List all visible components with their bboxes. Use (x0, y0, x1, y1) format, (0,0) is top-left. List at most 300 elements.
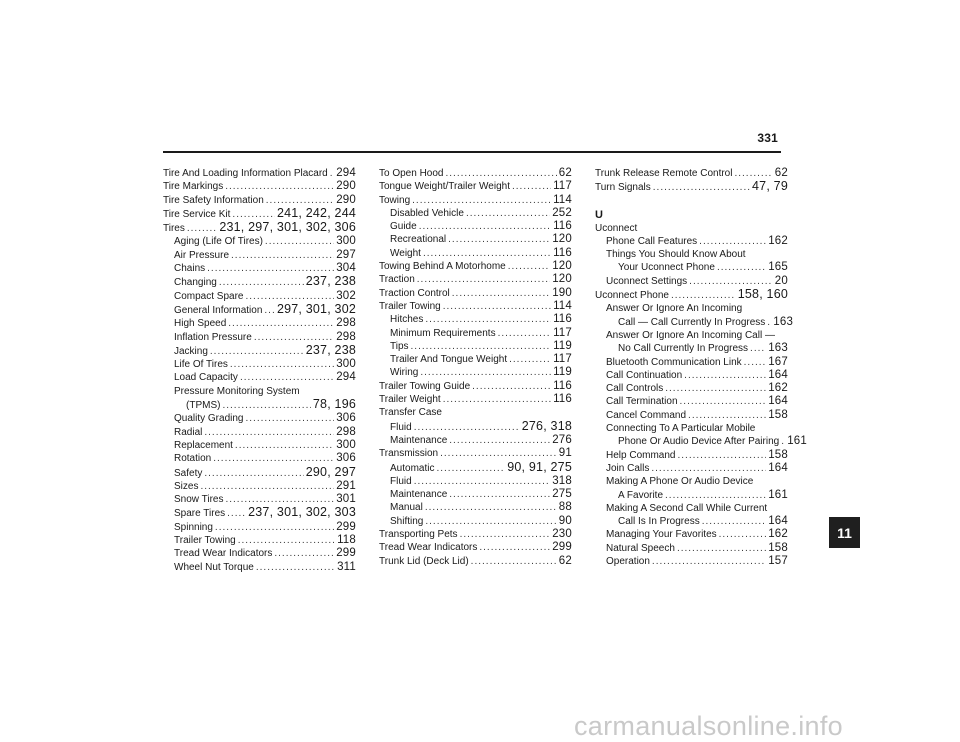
index-entry-pages[interactable]: 275 (552, 488, 572, 501)
dot-leader (452, 287, 550, 300)
chapter-tab[interactable]: 11 (829, 517, 860, 548)
index-entry-heading: Pressure Monitoring System (174, 385, 300, 397)
index-entry[interactable] (379, 380, 572, 393)
index-entry-term: Shifting (390, 515, 424, 527)
index-entry-pages[interactable]: 116 (553, 393, 572, 406)
index-entry-pages[interactable]: 117 (553, 326, 572, 339)
index-entry[interactable] (379, 366, 572, 379)
index-entry-pages[interactable]: 165 (768, 261, 788, 274)
dot-leader (466, 207, 550, 220)
index-entry-term: Tread Wear Indicators (379, 542, 478, 554)
index-entry-term: Bluetooth Communication Link (606, 356, 742, 368)
index-entry-heading: Answer Or Ignore An Incoming (606, 303, 743, 315)
dot-leader (204, 467, 303, 480)
index-entry-pages[interactable]: 164 (768, 395, 788, 408)
index-entry[interactable] (595, 409, 788, 422)
index-entry-term: Transporting Pets (379, 529, 458, 541)
dot-leader (750, 342, 766, 355)
index-entry[interactable] (595, 449, 788, 462)
index-entry[interactable] (379, 220, 572, 233)
index-entry-term: Chains (174, 263, 206, 275)
index-entry[interactable] (379, 420, 572, 434)
index-entry-pages[interactable]: 231, 297, 301, 302, 306 (219, 220, 356, 235)
index-entry-term: Inflation Pressure (174, 331, 252, 343)
index-entry-term: Join Calls (606, 462, 650, 474)
index-entry[interactable] (379, 447, 572, 460)
index-entry[interactable] (379, 340, 572, 353)
index-entry-heading: Making A Second Call While Current (606, 502, 768, 514)
index-entry-term: Uconnect Phone (595, 290, 669, 302)
index-entry-term: Operation (606, 556, 650, 568)
index-entry[interactable] (379, 260, 572, 273)
index-entry[interactable] (379, 327, 572, 340)
index-entry-term: Tread Wear Indicators (174, 548, 273, 560)
index-entry[interactable] (163, 207, 356, 221)
index-entry-term: Maintenance (390, 434, 448, 446)
dot-leader (734, 167, 772, 180)
index-entry-pages[interactable]: 158, 160 (737, 287, 788, 302)
index-entry-pages[interactable]: 114 (553, 299, 572, 312)
index-entry-heading: Things You Should Know About (606, 249, 746, 261)
index-entry-pages[interactable]: 120 (552, 260, 572, 273)
index-entry-term: Traction Control (379, 287, 450, 299)
index-entry-pages[interactable]: 299 (336, 520, 356, 533)
index-entry[interactable] (379, 194, 572, 207)
index-entry-term: Trailer Weight (379, 394, 441, 406)
page-number: 331 (757, 131, 778, 145)
index-entry-pages[interactable]: 47, 79 (752, 179, 788, 194)
index-entry-term: General Information (174, 304, 263, 316)
index-entry[interactable] (379, 475, 572, 488)
index-entry[interactable] (595, 180, 788, 194)
index-entry[interactable] (163, 358, 356, 371)
index-entry-term: Trunk Release Remote Control (595, 168, 733, 179)
index-entry-pages[interactable]: 91 (558, 447, 572, 460)
index-entry-pages[interactable]: 294 (336, 371, 356, 384)
dot-leader (652, 555, 766, 568)
index-entry-pages[interactable]: 300 (336, 358, 356, 371)
index-entry-term: Phone Or Audio Device After Pairing (618, 436, 780, 448)
dot-leader (443, 300, 551, 313)
index-entry[interactable] (595, 395, 788, 408)
index-entry[interactable] (163, 466, 356, 480)
dot-leader (240, 371, 334, 384)
index-entry-term: Maintenance (390, 489, 448, 501)
index-entry-heading: Connecting To A Particular Mobile (606, 423, 756, 435)
index-entry-term: Replacement (174, 439, 233, 451)
index-entry-pages[interactable]: 297, 301, 302 (276, 301, 356, 316)
index-entry-heading: Transfer Case (379, 407, 442, 419)
index-column-2 (379, 167, 572, 568)
index-entry[interactable] (595, 356, 788, 369)
dot-leader (225, 180, 334, 193)
index-entry[interactable] (595, 435, 807, 448)
index-entry-pages[interactable]: 116 (553, 220, 572, 233)
dot-leader (425, 515, 556, 528)
index-entry-pages[interactable]: 318 (552, 474, 572, 487)
index-entry-pages[interactable]: 306 (336, 452, 356, 465)
index-entry[interactable] (379, 313, 572, 326)
index-entry[interactable] (379, 287, 572, 300)
index-entry[interactable] (379, 461, 572, 475)
index-column-1 (163, 167, 356, 574)
dot-leader (264, 304, 275, 317)
index-entry[interactable] (595, 462, 788, 475)
index-entry-pages[interactable]: 237, 238 (305, 274, 356, 289)
index-entry-pages[interactable]: 300 (336, 438, 356, 451)
index-entry-pages[interactable]: 290 (336, 180, 356, 193)
index-entry-pages[interactable]: 117 (553, 180, 572, 193)
dot-leader (665, 489, 766, 502)
dot-leader (274, 547, 334, 560)
index-entry[interactable] (163, 426, 356, 439)
index-entry[interactable] (379, 300, 572, 313)
index-entry-term: Trailer Towing Guide (379, 380, 471, 392)
index-entry-term: Wiring (390, 367, 419, 379)
dot-leader (228, 317, 334, 330)
index-entry[interactable] (379, 247, 572, 260)
index-entry-pages[interactable]: 161 (787, 435, 807, 448)
index-entry-pages[interactable]: 162 (768, 234, 788, 247)
index-entry-pages[interactable]: 116 (553, 246, 572, 259)
dot-leader (231, 249, 334, 262)
index-entry-term: No Call Currently In Progress (618, 343, 749, 355)
index-entry-term: Safety (174, 467, 203, 479)
dot-leader (215, 521, 334, 534)
index-entry-pages[interactable]: 291 (336, 479, 356, 492)
dot-leader (425, 313, 551, 326)
index-entry[interactable] (163, 235, 356, 248)
dot-leader (671, 289, 736, 302)
index-entry-heading: Making A Phone Or Audio Device (606, 476, 754, 488)
dot-leader (781, 435, 785, 448)
index-entry[interactable] (163, 167, 356, 180)
index-entry-term: Wheel Nut Torque (174, 561, 254, 573)
index-entry-pages[interactable]: 62 (774, 167, 788, 179)
dot-leader (200, 480, 334, 493)
index-entry[interactable] (595, 235, 788, 248)
index-entry-pages[interactable]: 241, 242, 244 (276, 205, 356, 220)
index-entry-pages[interactable]: 116 (553, 379, 572, 392)
index-entry-term: Managing Your Favorites (606, 529, 717, 541)
dot-leader (498, 327, 551, 340)
index-entry-term: Call Controls (606, 383, 664, 395)
index-entry[interactable] (163, 371, 356, 384)
dot-leader (449, 488, 550, 501)
dot-leader (222, 399, 310, 412)
dot-leader (204, 426, 334, 439)
index-entry-pages[interactable]: 120 (552, 233, 572, 246)
dot-leader (702, 515, 767, 528)
index-entry-pages[interactable]: 62 (558, 167, 572, 179)
dot-leader (423, 247, 551, 260)
index-entry-pages[interactable]: 237, 238 (305, 342, 356, 357)
index-entry[interactable] (163, 194, 356, 207)
index-entry[interactable] (595, 275, 788, 288)
dot-leader (460, 528, 551, 541)
index-entry-pages[interactable]: 90 (558, 514, 572, 527)
dot-leader (717, 261, 766, 274)
index-entry-pages[interactable]: 298 (336, 330, 356, 343)
watermark: carmanualsonline.info (574, 711, 843, 741)
index-entry-term: Call Is In Progress (618, 516, 700, 528)
dot-leader (653, 181, 750, 194)
index-entry[interactable] (163, 452, 356, 465)
index-entry-term: Air Pressure (174, 249, 230, 261)
dot-leader (651, 462, 766, 475)
index-entry[interactable] (163, 521, 356, 534)
index-entry-term: Help Command (606, 449, 676, 461)
index-entry-heading: Uconnect (595, 222, 638, 234)
dot-leader (448, 233, 550, 246)
index-entry-term: Phone Call Features (606, 235, 698, 247)
dot-leader (330, 167, 334, 180)
dot-leader (479, 541, 550, 554)
index-entry-term: Minimum Requirements (390, 327, 496, 339)
index-entry[interactable] (163, 412, 356, 425)
index-entry[interactable] (595, 288, 788, 302)
index-entry-pages[interactable]: 114 (553, 193, 572, 206)
index-entry-pages[interactable]: 62 (558, 554, 572, 567)
index-entry-term: Jacking (174, 345, 208, 357)
index-entry[interactable] (379, 233, 572, 246)
index-entry[interactable] (595, 555, 788, 568)
index-entry-term: Tips (390, 340, 409, 352)
index-entry[interactable] (595, 167, 788, 180)
dot-leader (419, 220, 551, 233)
index-entry-term: High Speed (174, 318, 227, 330)
dot-leader (230, 358, 334, 371)
dot-leader (508, 260, 550, 273)
index-entry-pages[interactable]: 164 (768, 515, 788, 528)
index-entry[interactable] (379, 273, 572, 286)
index-entry-term: Radial (174, 426, 203, 438)
index-entry-term: Compact Spare (174, 290, 244, 302)
index-entry[interactable] (379, 528, 572, 541)
index-entry[interactable] (379, 207, 572, 220)
index-entry-term: Your Uconnect Phone (618, 262, 715, 274)
index-entry-pages[interactable]: 230 (552, 528, 572, 541)
index-entry[interactable] (163, 547, 356, 560)
index-entry[interactable] (595, 528, 788, 541)
index-entry[interactable] (595, 542, 788, 555)
dot-leader (414, 421, 520, 434)
index-entry[interactable] (163, 561, 356, 574)
index-entry[interactable] (379, 434, 572, 447)
index-entry-pages[interactable]: 276 (552, 433, 572, 446)
index-entry-pages[interactable]: 88 (558, 501, 572, 514)
index-entry-term: Tire Service Kit (163, 208, 231, 220)
index-entry-term: Uconnect Settings (606, 275, 688, 287)
index-entry[interactable] (595, 369, 788, 382)
index-entry-pages[interactable]: 163 (773, 315, 794, 328)
index-entry-pages[interactable]: 164 (768, 368, 788, 381)
index-entry-term: Trailer And Tongue Weight (390, 354, 508, 366)
index-entry-term: Call Continuation (606, 369, 683, 381)
dot-leader (245, 290, 334, 303)
index-entry-pages[interactable]: 276, 318 (521, 418, 572, 433)
index-entry-term: Life Of Tires (174, 359, 228, 371)
index-entry[interactable] (163, 317, 356, 330)
index-entry-pages[interactable]: 116 (553, 313, 572, 326)
dot-leader (440, 447, 557, 460)
index-entry-pages[interactable]: 190 (552, 286, 572, 299)
dot-leader (471, 555, 557, 568)
index-entry-pages[interactable]: 167 (768, 355, 788, 368)
dot-leader (414, 475, 551, 488)
index-entry[interactable] (379, 393, 572, 406)
index-entry[interactable] (163, 480, 356, 493)
dot-leader (512, 180, 551, 193)
index-entry-term: Weight (390, 247, 421, 259)
dot-leader (207, 262, 334, 275)
index-entry-term: Towing Behind A Motorhome (379, 261, 506, 273)
index-entry-pages[interactable]: 237, 301, 302, 303 (248, 505, 356, 520)
dot-leader (254, 331, 334, 344)
index-entry-term: Hitches (390, 314, 424, 326)
index-entry[interactable] (595, 342, 788, 355)
index-entry[interactable] (163, 275, 356, 289)
index-entry-term: Automatic (390, 462, 435, 474)
dot-leader (665, 382, 766, 395)
index-entry[interactable] (163, 506, 356, 520)
dot-leader (449, 434, 550, 447)
index-entry-term: Call Termination (606, 396, 678, 408)
dot-leader (266, 194, 334, 207)
index-entry-pages[interactable]: 294 (336, 167, 356, 179)
index-entry[interactable] (595, 515, 788, 528)
index-entry-term: To Open Hood (379, 168, 444, 179)
index-entry[interactable] (379, 488, 572, 501)
index-entry[interactable] (163, 398, 356, 412)
index-entry-term: Turn Signals (595, 182, 651, 194)
index-entry-pages[interactable]: 120 (552, 273, 572, 286)
index-entry[interactable] (379, 555, 572, 568)
index-entry-pages[interactable]: 157 (768, 555, 788, 568)
index-entry[interactable] (163, 221, 356, 235)
index-entry-term: Manual (390, 502, 423, 514)
index-entry[interactable] (163, 493, 356, 506)
index-entry-pages[interactable]: 302 (336, 289, 356, 302)
dot-leader (744, 356, 767, 369)
index-entry-pages[interactable]: 299 (552, 541, 572, 554)
index-entry-pages[interactable]: 162 (768, 528, 788, 541)
index-entry-term: Tongue Weight/Trailer Weight (379, 181, 510, 193)
dot-leader (417, 273, 550, 286)
index-entry-pages[interactable]: 158 (768, 408, 788, 421)
index-entry-pages[interactable]: 90, 91, 275 (507, 459, 572, 474)
dot-leader (225, 493, 334, 506)
index-entry-pages[interactable]: 158 (768, 541, 788, 554)
dot-leader (235, 439, 334, 452)
dot-leader (210, 345, 304, 358)
index-entry[interactable] (163, 439, 356, 452)
index-entry-pages[interactable]: 119 (553, 366, 572, 379)
index-entry-pages[interactable]: 119 (553, 339, 572, 352)
index-entry-term: (TPMS) (186, 400, 221, 412)
index-entry[interactable] (163, 249, 356, 262)
index-entry[interactable] (163, 180, 356, 193)
index-entry-pages[interactable]: 297 (336, 248, 356, 261)
dot-leader (446, 167, 557, 180)
index-entry[interactable] (595, 261, 788, 274)
index-entry-term: Changing (174, 277, 217, 289)
index-entry-term: Tire Safety Information (163, 194, 264, 206)
index-entry-term: Tire And Loading Information Placard (163, 168, 328, 179)
index-entry-pages[interactable]: 301 (336, 493, 356, 506)
index-entry[interactable] (595, 315, 794, 329)
index-entry-term: Tires (163, 223, 185, 235)
index-entry-term: Quality Grading (174, 413, 244, 425)
index-entry-pages[interactable]: 298 (336, 317, 356, 330)
dot-leader (411, 340, 552, 353)
dot-leader (238, 534, 335, 547)
index-entry-term: Trailer Towing (174, 535, 236, 547)
index-entry-pages[interactable]: 304 (336, 262, 356, 275)
index-entry-term: Traction (379, 274, 415, 286)
index-entry-pages[interactable]: 162 (768, 382, 788, 395)
index-entry-pages[interactable]: 298 (336, 425, 356, 438)
index-entry-pages[interactable]: 290 (336, 193, 356, 206)
index-entry-pages[interactable]: 118 (337, 534, 356, 547)
index-entry-term: Call — Call Currently In Progress (618, 316, 766, 328)
index-entry-pages[interactable]: 158 (768, 448, 788, 461)
index-entry[interactable] (163, 262, 356, 275)
dot-leader (420, 366, 551, 379)
index-entry-pages[interactable]: 78, 196 (312, 397, 356, 412)
header-rule (163, 151, 781, 153)
index-entry-pages[interactable]: 163 (768, 342, 788, 355)
index-entry-heading: Answer Or Ignore An Incoming Call — (606, 329, 775, 341)
index-entry-pages[interactable]: 20 (774, 274, 788, 287)
index-entry-term: Trailer Towing (379, 300, 441, 312)
index-entry-term: Cancel Command (606, 409, 687, 421)
dot-leader (699, 235, 766, 248)
index-entry[interactable] (595, 489, 788, 502)
index-entry[interactable] (379, 515, 572, 528)
dot-leader (677, 449, 766, 462)
index-entry-term: Snow Tires (174, 494, 224, 506)
dot-leader (412, 194, 551, 207)
index-entry[interactable] (379, 167, 572, 180)
index-entry-pages[interactable]: 117 (553, 353, 572, 366)
dot-leader (719, 528, 767, 541)
index-entry-pages[interactable]: 300 (336, 235, 356, 248)
index-entry-pages[interactable]: 252 (552, 206, 572, 219)
index-entry[interactable] (379, 180, 572, 193)
index-entry[interactable] (379, 501, 572, 514)
index-entry-pages[interactable]: 161 (768, 488, 788, 501)
index-entry-term: Tire Markings (163, 181, 224, 193)
index-entry[interactable] (163, 344, 356, 358)
index-entry[interactable] (163, 534, 356, 547)
index-entry[interactable] (163, 303, 356, 317)
dot-leader (425, 501, 557, 514)
index-entry-pages[interactable]: 290, 297 (305, 464, 356, 479)
index-entry[interactable] (379, 541, 572, 554)
index-entry[interactable] (163, 290, 356, 303)
dot-leader (187, 222, 217, 235)
index-entry[interactable] (379, 353, 572, 366)
index-entry[interactable] (163, 331, 356, 344)
index-entry-pages[interactable]: 299 (336, 547, 356, 560)
index-entry-pages[interactable]: 311 (337, 560, 356, 573)
section-letter: U (595, 208, 603, 221)
index-entry-pages[interactable]: 306 (336, 412, 356, 425)
dot-leader (256, 561, 335, 574)
index-entry[interactable] (595, 382, 788, 395)
index-entry-pages[interactable]: 164 (768, 461, 788, 474)
